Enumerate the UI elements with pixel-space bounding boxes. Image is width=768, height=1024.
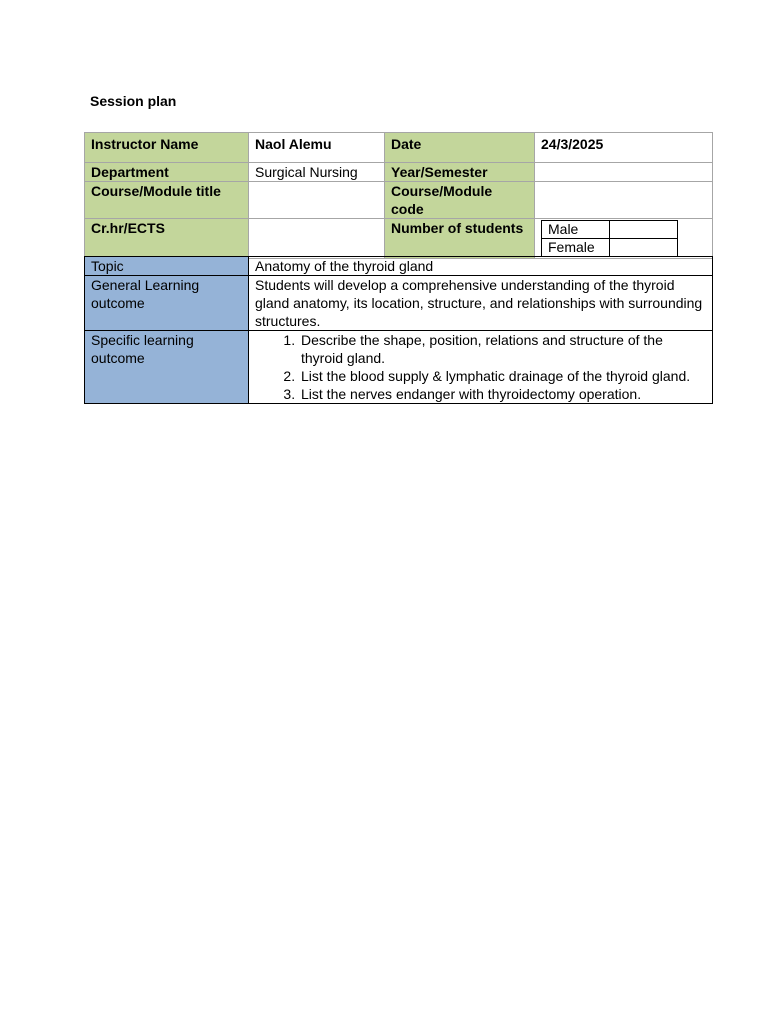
specific-outcome-list (255, 331, 706, 403)
general-outcome-label: General Learning outcome (85, 276, 249, 331)
specific-outcome-label: Specific learning outcome (85, 331, 249, 404)
year-label: Year/Semester (385, 163, 535, 182)
female-label: Female (542, 239, 610, 257)
list-item: 1. Describe the shape, position, relations and structure of the thyroid gland. (299, 331, 706, 367)
list-item: 2. List the blood supply & lymphatic drainage of the thyroid gland. (299, 367, 706, 385)
topic-value: Anatomy of the thyroid gland (249, 257, 713, 276)
students-label: Number of students (385, 219, 535, 259)
female-value (610, 239, 678, 257)
session-details-table (84, 256, 713, 404)
course-title-label: Course/Module title (85, 182, 249, 219)
list-item: 3. List the nerves endanger with thyroidectomy operation. (299, 385, 706, 403)
male-label: Male (542, 221, 610, 239)
department-value: Surgical Nursing (249, 163, 385, 182)
course-code-label: Course/Module code (385, 182, 535, 219)
year-value (535, 163, 713, 182)
crhr-value (249, 219, 385, 259)
page-title: Session plan (90, 93, 177, 109)
date-label: Date (385, 133, 535, 163)
session-header-table (84, 132, 713, 259)
course-code-value (535, 182, 713, 219)
general-outcome-value: Students will develop a comprehensive understanding of the thyroid gland anatomy, its location, structure, and relationships with surrounding structures. (249, 276, 713, 331)
date-value: 24/3/2025 (535, 133, 713, 163)
crhr-label: Cr.hr/ECTS (85, 219, 249, 259)
instructor-value: Naol Alemu (249, 133, 385, 163)
specific-outcome-cell (249, 331, 713, 404)
instructor-label: Instructor Name (85, 133, 249, 163)
course-title-value (249, 182, 385, 219)
department-label: Department (85, 163, 249, 182)
topic-label: Topic (85, 257, 249, 276)
students-cell (535, 219, 713, 259)
male-value (610, 221, 678, 239)
student-count-table (541, 220, 678, 257)
